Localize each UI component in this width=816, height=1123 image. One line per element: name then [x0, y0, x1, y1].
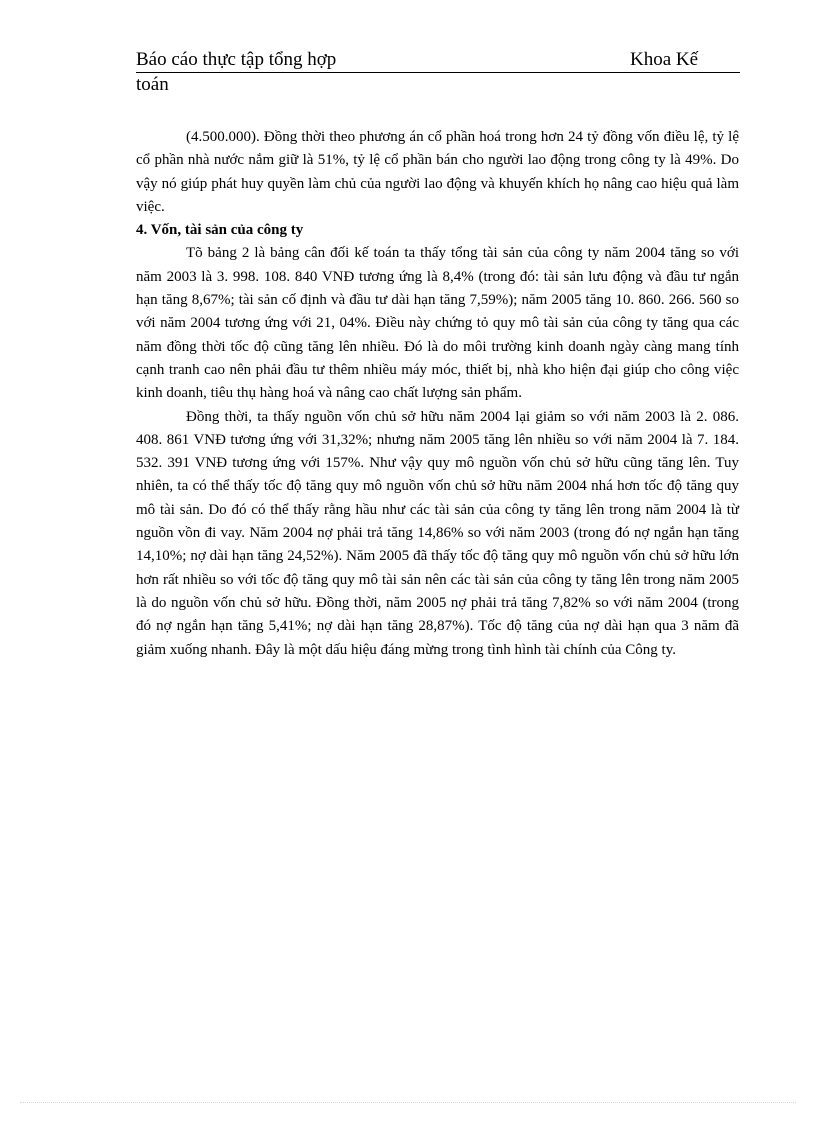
page-bottom-divider [20, 1102, 796, 1103]
header-department-continuation: toán [136, 74, 169, 95]
paragraph-equity: Đồng thời, ta thấy nguồn vốn chủ sở hữu năm 2004 lại giảm so với năm 2003 là 2. 086. 408. 861 VNĐ tương ứng với 31,32%; nhưng năm 2005 tăng lên nhiều so với năm 2004 là 7. 184. 532. 391 VNĐ tương ứng với 157%. Như vậy quy mô nguồn vốn chủ sở hữu cũng tăng lên. Tuy nhiên, ta có thể thấy tốc độ tăng quy mô nguồn vốn chủ sở hữu năm 2004 nhá hơn tốc độ tăng quy mô tài sản. Do đó có thể thấy rằng hầu như các tài sản của công ty tăng lên trong năm 2004 là từ nguồn vồn đi vay. Năm 2004 nợ phải trả tăng 14,86% so với năm 2003 (trong đó nợ ngắn hạn tăng 14,10%; nợ dài hạn tăng 24,52%). Năm 2005 đã thấy tốc độ tăng quy mô nguồn vốn chủ sở hữu lớn hơn rất nhiều so với tốc độ tăng quy mô tài sản nên các tài sản của công ty tăng lên trong năm 2005 là do nguồn vốn chủ sở hữu. Đồng thời, năm 2005 nợ phải trả tăng 7,82% so với năm 2004 (trong đó nợ ngắn hạn tăng 5,41%; nợ dài hạn tăng 28,87%). Tốc độ tăng của nợ dài hạn qua 3 năm đã giảm xuống nhanh. Đây là một dấu hiệu đáng mừng trong tình hình tài chính của Công ty. [136, 408, 739, 658]
paragraph-shareholding: (4.500.000). Đồng thời theo phương án cổ phần hoá trong hơn 24 tỷ đồng vốn điều lệ, tỷ lệ cổ phần nhà nước nắm giữ là 51%, tỷ lệ cổ phần bán cho người lao động trong công ty là 49%. Do vậy nó giúp phát huy quyền làm chủ của người lao động và khuyến khích họ nâng cao hiệu quả làm việc. [136, 129, 739, 215]
document-body [136, 126, 739, 662]
section-heading: 4. Vốn, tài sản của công ty [136, 222, 304, 239]
header-department: Khoa Kế [630, 49, 699, 70]
page-header [136, 48, 740, 97]
header-title: Báo cáo thực tập tổng hợp [136, 49, 337, 70]
paragraph-assets: Tõ bảng 2 là bảng cân đối kế toán ta thấy tổng tài sản của công ty năm 2004 tăng so với năm 2003 là 3. 998. 108. 840 VNĐ tương ứng là 8,4% (trong đó: tài sản lưu động và đầu tư ngắn hạn tăng 8,67%; tài sản cố định và đầu tư dài hạn tăng 7,59%); năm 2005 tăng 10. 860. 266. 560 so với năm 2004 tương ứng với 21, 04%. Điều này chứng tỏ quy mô tài sản của công ty tăng qua các năm đồng thời tốc độ cũng tăng lên nhiều. Đó là do môi trường kinh doanh ngày càng mang tính cạnh tranh cao nên phải đầu tư thêm nhiều máy móc, thiết bị, nhà kho hiện đại giúp cho công việc kinh doanh, tiêu thụ hàng hoá và nâng cao chất lượng sản phẩm. [136, 245, 739, 402]
header-line [136, 48, 740, 73]
